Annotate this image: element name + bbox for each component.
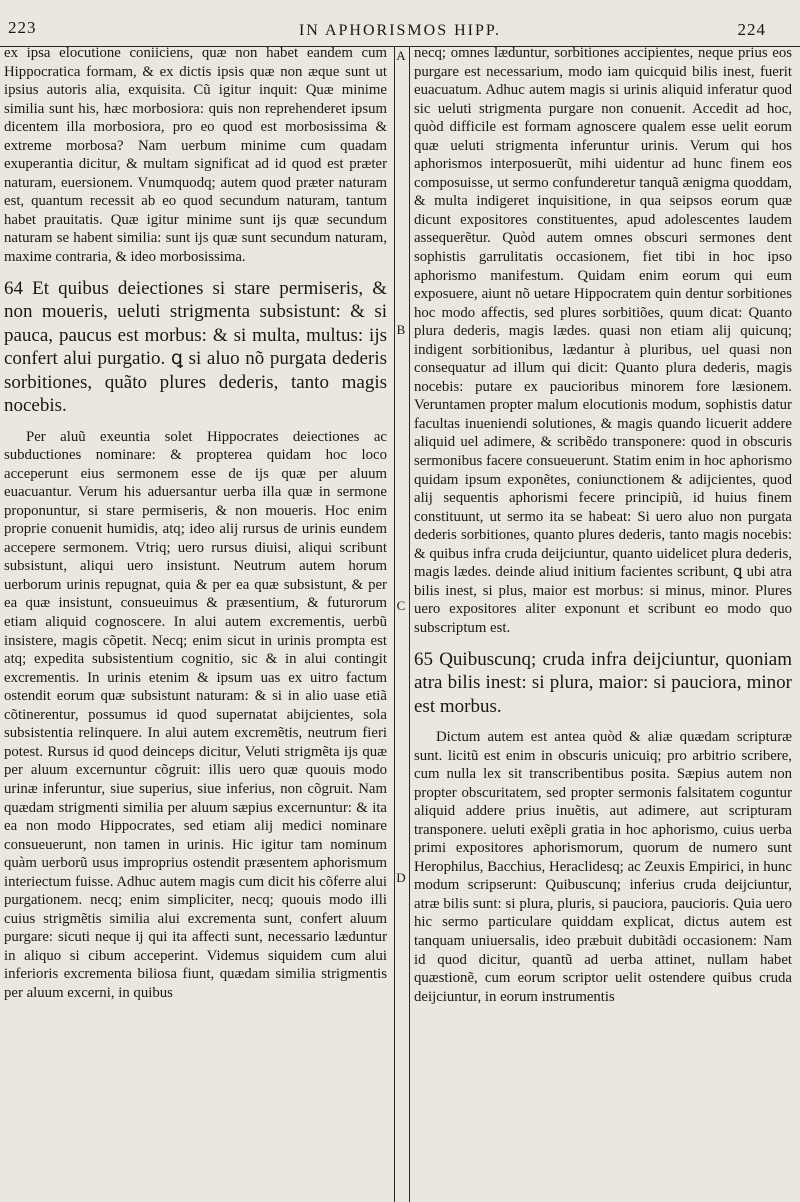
left-column — [4, 44, 387, 1003]
running-title: IN APHORISMOS HIPP. — [298, 22, 502, 39]
left-paragraph-1: ex ipsa elocutione coniiciens, quæ non habet eandem cum Hippocratica formam, & ex dictis ipsis quæ non æque sunt ut ipsius autoris alia, exquisita. Cũ igitur inquit: Quæ minime similia sunt his, hæc morbosiora: quis non reprehenderet ipsum dicentem illa morbosiora, pro eo quod est morbosissima & extreme morbosa? Nam uerbum minime cum quadam exuperantia dicitur, & multam significat ad id quod est præter naturam, euersionem. Vnumquodq; autem quod præter naturam est, quantum recessit ab eo quod secundum naturam, tantum habet prauitatis. Quæ igitur minime sunt ijs quæ secundum naturam se habent similia: sunt ijs quæ sunt secundum naturam, maxime contraria, & ideo morbosissima. — [4, 45, 387, 266]
left-paragraph-2: Per aluũ exeuntia solet Hippocrates deiectiones ac subductiones nominare: & propterea quidam hoc loco acceperunt eius sermonem esse de ijs quæ per aluum euacuantur. Verum his aduersantur uerba illa quæ in sermone proponuntur, si stare permiseris, & non moueris. Hoc enim proprie conuenit humidis, atq; ideo alij rursus de urinis eundem accepere sermonem. Vtriq; uero rursus diuisi, aliqui scribunt subsistunt, aliqui uero insistunt. Neutrum autem horum uerborum urinis repugnat, quia & per ea quæ subsistunt, & per ea quæ insistunt, consueuimus & præsentium, & futurorum etiam aliquid cognoscere. In alui autem excrementis, uerbũ insistere, magis cõpetit. Necq; enim sicut in urinis prompta est atq; expedita subsistentium cognitio, sic & in alui contingit excrementis. In urinis etenim & ipsum uas ex uitro factum ostendit eorum quæ subsistunt naturam: & si in alio uase etiã cõtinerentur, possumus id quod supernatat abijcientes, sola subsistentia relinquere. In alui autem excremẽtis, neutrum fieri potest. Rursus id quod deinceps dicitur, Veluti strigmẽta ijs quæ per aluum excernuntur cõgruit: illis uero quæ quouis modo urinæ inferuntur, siue superius, siue inferius, non cõgruit. Nam quædam strigmenti similia per aluum sæpius excernuntur: & ita ea non modo Hippocrates, sed etiam alij medici nominare consueuerunt, non tamen in urinis. Hic igitur tam nominum quàm uerborũ usus improprius ostendit præsentem aphorismum interiectum fuisse. Adhuc autem magis cum dicit his cõferre alui purgationem. necq; enim simpliciter, necq; quouis modo illi cuius strigmẽtis similia alui excrementa sunt, confert aluum purgare: sicuti neque ij qui ita affecti sunt, necessario læduntur in aliquo si cibum acceperint. Videmus siquidem cum alui inferioris excrementa biliosa fiunt, quædam similia strigmentis per aluum excerni, in quibus — [4, 428, 387, 1001]
aphorism-64: 64 Et quibus deiectiones si stare permiseris, & non moueris, ueluti strigmenta subsistunt: & si pauca, paucus est morbus: & si multa, multus: ijs confert alui purgatio. ꝗ si aluo nõ purgata dederis sorbitiones, quãto plures dederis, tanto magis nocebis. — [4, 277, 387, 417]
margin-letter-b: B — [396, 322, 406, 337]
page-header — [0, 0, 800, 47]
right-paragraph-2: Dictum autem est antea quòd & aliæ quædam scripturæ sunt. licitũ est enim in obscuris unicuiq; pro arbitrio scribere, cum nulla lex sit transcribentibus posita. Sæpius autem non propter obscuritatem, sed propter sermonis falsitatem coguntur aliquid addere prius inuẽtis, aut adimere, aut scripturam transponere. ueluti exẽpli gratia in hoc aphorismo, cuius uerba primi expositores aphorismorum, quorum de numero sunt Herophilus, Bacchius, Heraclidesq; ac Zeuxis Empirici, in hunc modum scripserunt: Quibuscunq; inferius cruda deijciuntur, atræ bilis sunt: si plura, pluris, si pauciora, paucioris. Quia uero hic sermo particulare quiddam explicat, dictus autem est tanquam uniuersalis, ideo præbuit dubitãdi occasionem: Nam id quod dicitur, quantũ ad uerba attinet, nullam habet quæstionẽ, cum eorum scriptor uelit ostendere quibus cruda deijciuntur, in eorum instrumentis — [414, 729, 792, 1005]
page-number-right: 224 — [737, 20, 766, 39]
aphorism-65: 65 Quibuscunq; cruda infra deijciuntur, quoniam atra bilis inest: si plura, maior: si pauciora, minor est morbus. — [414, 648, 792, 717]
right-column — [414, 44, 792, 1006]
column-divider — [394, 46, 410, 1202]
margin-letter-c: C — [396, 598, 406, 613]
margin-letter-d: D — [396, 870, 406, 885]
margin-letter-a: A — [396, 48, 406, 63]
right-paragraph-1: necq; omnes læduntur, sorbitiones accipientes, neque prius eos purgare est necessarium, modo iam quicquid bilis inest, fuerit euacuatum. Adhuc autem magis si urinis aliquid inferatur quod sic ueluti strigmenta purgare non conuenit. Accedit ad hoc, quòd difficile est formam agnoscere qualem esse uelit eorum quæ ueluti strigmenta inferuntur urinis. Verum qui hos aphorismos interposuerũt, mihi uidentur ad hunc finem eos composuisse, ut sermo confunderetur tanquã ænigma quoddam, & multa indigeret inquisitione, in qua seipsos eorum quæ dicunt expositores constituentes, apud adolescentes laudem assequerẽtur. Quòd autem omnes obscuri sermones dent sophistis garrulitatis occasionem, fiet tibi in hoc ipso aphorismo manifestum. Quidam enim eorum qui eum exposuere, aiunt nõ uetare Hippocratem quin dentur sorbitiones hoc modo affectis, sed plures sorbitiões, quum dicat: Quanto plura dederis, magis lædes. quasi non etiam alij quicunq; indigent sorbitionibus, lædantur à pluribus, uel quasi non consequatur ad illum qui dicit: Quanto plura dederis, magis nocebis: putare ex paucioribus minorem fore læsionem. Veruntamen propter malum elocutionis modum, sophistis datur facultas inueniendi solutiones, & magis quando licuerit addere aliquid uel adimere, & scribẽdo transponere: quod in obscuris sermonibus facere consueuerunt. Statim enim in hoc aphorismo quidam ipsum exponẽtes, coniunctionem & adijcientes, quod alij sequentis aphorismi fecere principiũ, id huius finem constituunt, ut sermo ita se habeat: Si uero aluo non purgata dederis sorbitiones, quanto plures dederis, tanto magis nocebis: & quibus infra cruda deijciuntur, quanto uidelicet plura dederis, magis lædes. deinde aliud initium facientes scribunt, ꝗ ubi atra bilis inest, si plus, maior est morbus: si minus, minor. Plures uero expositores aliter exponunt et scribunt eo modo quo subscriptum est. — [414, 45, 792, 636]
page-number-left: 223 — [8, 18, 37, 37]
